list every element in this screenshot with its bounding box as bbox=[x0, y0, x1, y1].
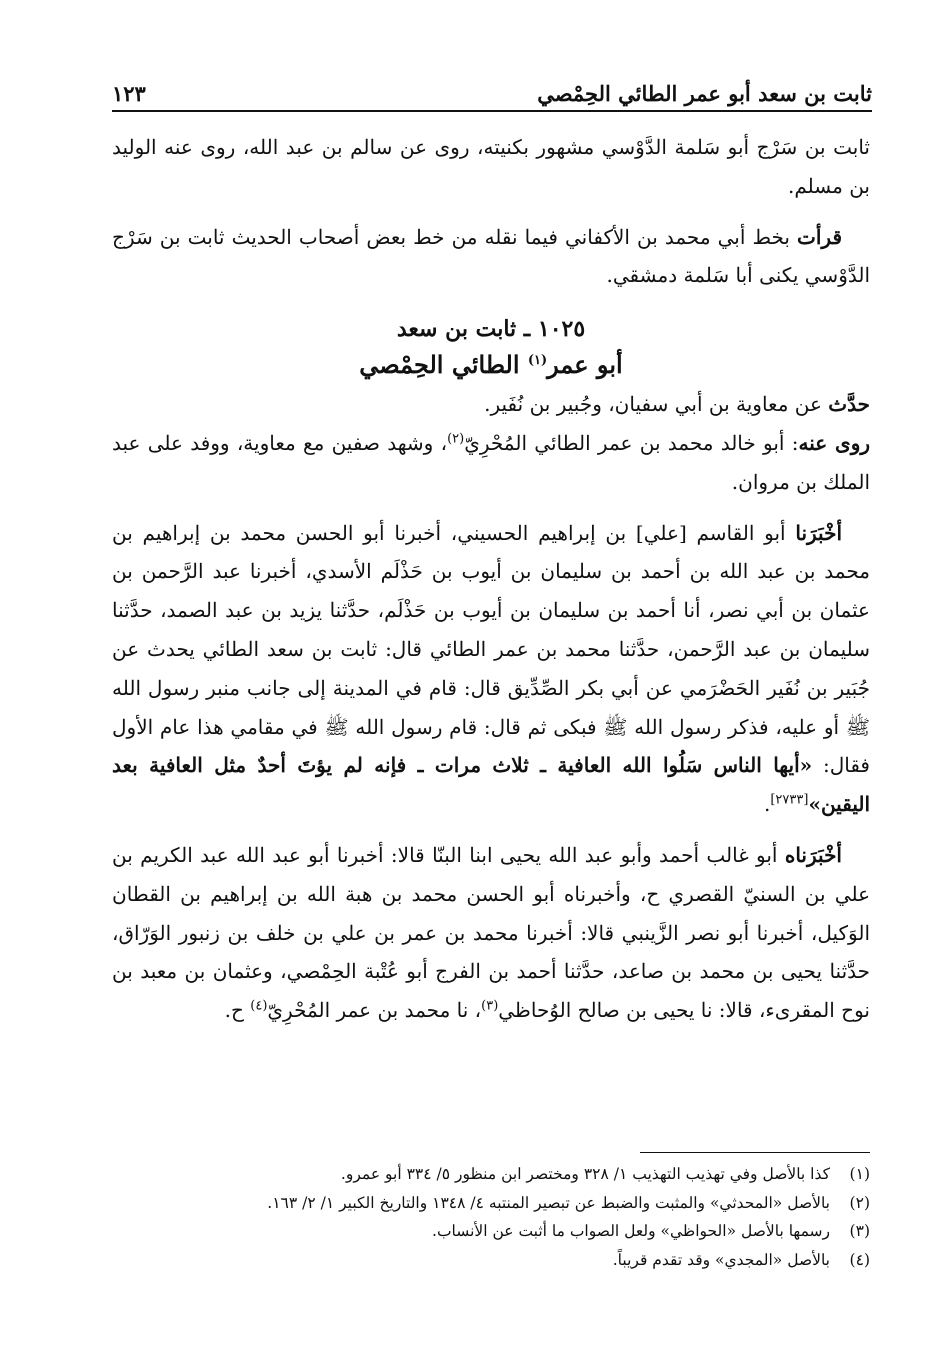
paragraph-3-text: عن معاوية بن أبي سفيان، وجُبير بن نُفَير. bbox=[484, 392, 829, 417]
entry-sub-a: أبو عمر bbox=[547, 350, 623, 380]
footnote-2-text: بالأصل «المحدثي» والمثبت والضبط عن تبصير المنتبه ٤/ ١٣٤٨ والتاريخ الكبير ١/ ٢/ ١٦٣. bbox=[267, 1193, 830, 1212]
page-header bbox=[112, 70, 872, 112]
footnote-2 bbox=[112, 1189, 870, 1218]
paragraph-6-text-b: ، نا محمد بن عمر المُحْرِيّ bbox=[267, 998, 482, 1023]
entry-heading: ١٠٢٥ ـ ثابت بن سعد bbox=[396, 316, 586, 343]
main-text bbox=[112, 128, 870, 1030]
footnote-ref-4: (٤) bbox=[250, 998, 268, 1014]
paragraph-3 bbox=[112, 385, 870, 424]
paragraph-1 bbox=[112, 128, 870, 206]
paragraph-6 bbox=[112, 836, 870, 1030]
footnote-1 bbox=[112, 1160, 870, 1189]
paragraph-6-lead: أخْبَرَناه bbox=[784, 842, 842, 867]
paragraph-5 bbox=[112, 514, 870, 824]
paragraph-6-text-c: ح. bbox=[224, 998, 251, 1023]
running-title: ثابت بن سعد أبو عمر الطائي الحِمْصي bbox=[537, 81, 872, 106]
footnote-3 bbox=[112, 1217, 870, 1246]
footnote-ref-1: (١) bbox=[527, 353, 548, 369]
footnote-4 bbox=[112, 1246, 870, 1275]
entry-subheading bbox=[112, 345, 870, 385]
footnote-3-number: (٣) bbox=[849, 1222, 870, 1240]
paragraph-2-lead: قرأت bbox=[797, 224, 843, 249]
paragraph-5-lead: أخْبَرَنا bbox=[795, 520, 842, 545]
footnote-ref-2: (٢) bbox=[447, 431, 465, 447]
entry-sub-b: الطائي الحِمْصي bbox=[359, 350, 528, 380]
footnote-1-text: كذا بالأصل وفي تهذيب التهذيب ١/ ٣٢٨ ومختصر ابن منظور ٥/ ٣٣٤ أبو عمرو. bbox=[340, 1165, 830, 1183]
footnote-ref-3: (٣) bbox=[481, 998, 499, 1014]
paragraph-3-lead: حدَّث bbox=[828, 392, 870, 417]
hadith-quote: «أيها الناس سَلُوا الله العافية ـ ثلاث مرات ـ فإنه لم يؤتَ أحدٌ مثل العافية بعد اليقين» bbox=[112, 753, 870, 817]
paragraph-6-text-a: أبو غالب أحمد وأبو عبد الله يحيى ابنا البنّا قالا: أخبرنا أبو عبد الله عبد الكريم بن علي بن السنيّ القصري ح، وأخبرناه أبو الحسن محمد بن هبة الله بن إبراهيم بن القطان الوَكيل، أخبرنا أبو نصر الزَّينبي قالا: أخبرنا محمد بن عمر بن علي بن خلف بن زنبور الوَرّاق، حدَّثنا يحيى بن محمد بن صاعد، حدَّثنا أحمد بن الفرج أبو عُتْبة الحِمْصي، وعثمان بن معبد بن نوح المقرىء، قالا: نا يحيى بن صالح الوُحاظي bbox=[112, 842, 870, 1023]
paragraph-4-text-a: : أبو خالد محمد بن عمر الطائي المُحْرِيّ bbox=[464, 430, 799, 455]
paragraph-4-text-b: ، وشهد صفين مع معاوية، ووفد على عبد الملك بن مروان. bbox=[112, 430, 870, 494]
footnote-3-text: رسمها بالأصل «الحواظي» ولعل الصواب ما أثبت عن الأنساب. bbox=[432, 1222, 830, 1240]
footnote-2-number: (٢) bbox=[849, 1193, 870, 1212]
page-number: ١٢٣ bbox=[112, 81, 146, 106]
paragraph-4 bbox=[112, 424, 870, 502]
paragraph-1-text: ثابت بن سَرْج أبو سَلمة الدَّوْسي مشهور بكنيته، روى عن سالم بن عبد الله، روى عنه الوليد بن مسلم. bbox=[112, 135, 870, 198]
footnote-4-number: (٤) bbox=[849, 1250, 870, 1269]
hadith-number: [٢٧٣٣] bbox=[770, 792, 809, 808]
footnotes bbox=[112, 1160, 870, 1274]
footnote-divider bbox=[640, 1152, 870, 1153]
paragraph-5-end: . bbox=[763, 792, 771, 817]
paragraph-2 bbox=[112, 218, 870, 296]
paragraph-4-lead: روى عنه bbox=[798, 430, 871, 455]
paragraph-2-text: بخط أبي محمد بن الأكفاني فيما نقله من خط بعض أصحاب الحديث ثابت بن سَرْج الدَّوْسي يكنى أبا سَلمة دمشقي. bbox=[112, 224, 870, 288]
paragraph-5-text: أبو القاسم [علي] بن إبراهيم الحسيني، أخبرنا أبو الحسن محمد بن إبراهيم بن محمد بن عبد الله بن أحمد بن سليمان بن أيوب بن حَذْلَم الأسدي، أخبرنا عبد الرَّحمن بن عثمان بن أبي نصر، أنا أحمد بن سليمان بن أيوب بن حَذْلَم، حدَّثنا يزيد بن عبد الصمد، حدَّثنا سليمان بن عبد الرَّحمن، حدَّثنا محمد بن عمر الطائي قال: ثابت بن سعد الطائي يحدث عن جُبَير بن نُفَير الحَضْرَمي عن أبي بكر الصِّدِّيق قال: قام في المدينة إلى جانب منبر رسول الله ﷺ أو عليه، فذكر رسول الله ﷺ فبكى ثم قال: قام رسول الله ﷺ في مقامي هذا عام الأول فقال: bbox=[112, 520, 870, 778]
footnote-4-text: بالأصل «المجدي» وقد تقدم قريباً. bbox=[612, 1250, 830, 1269]
footnote-1-number: (١) bbox=[849, 1165, 870, 1183]
